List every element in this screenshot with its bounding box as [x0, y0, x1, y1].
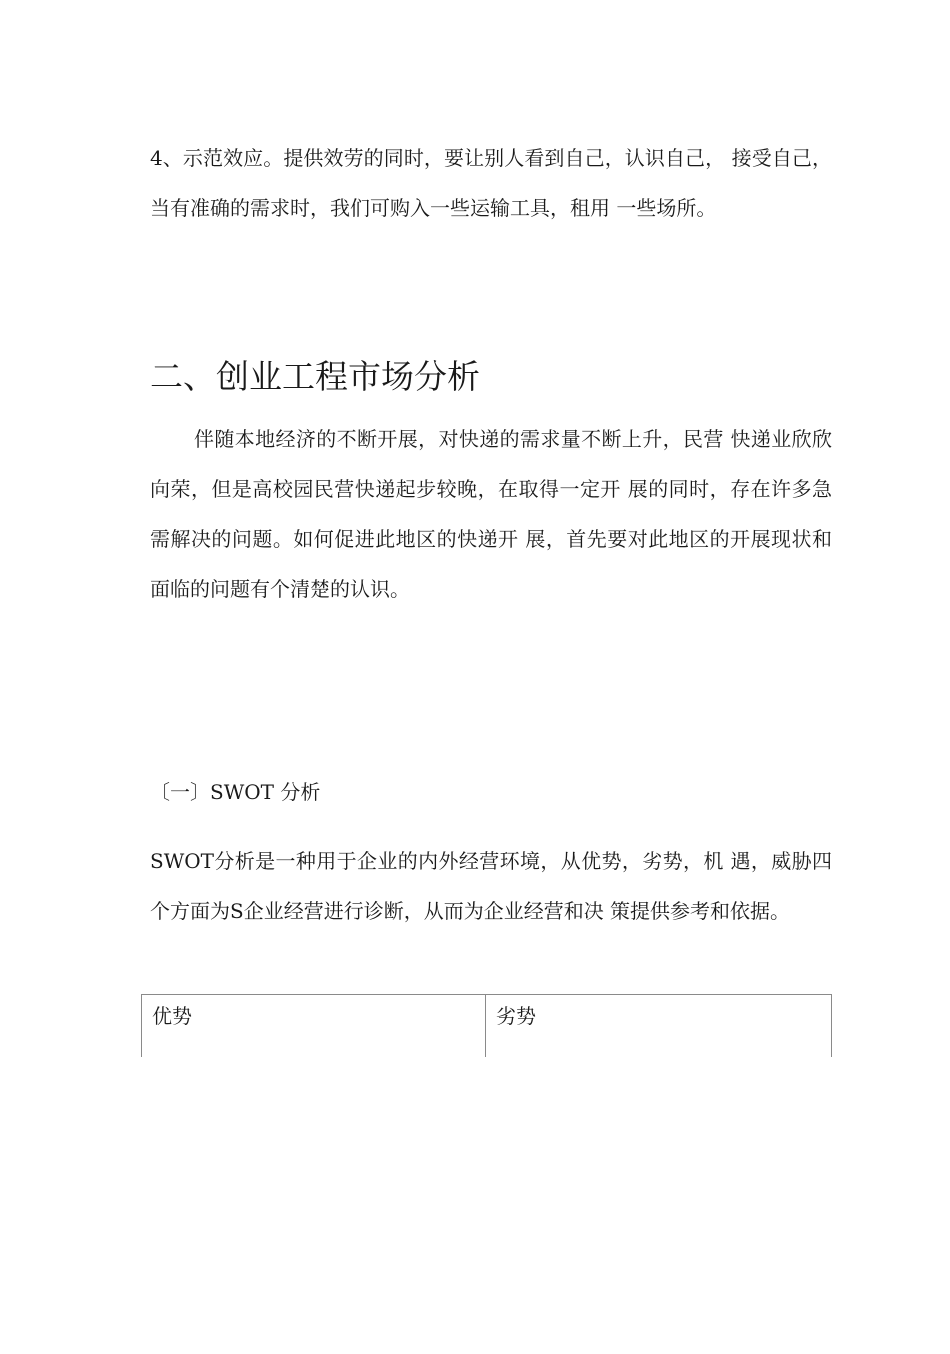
paragraph-demonstration-effect: 4、示范效应。提供效劳的同时，要让别人看到自己，认识自己， 接受自己，当有准确的需求时，我们可购入一些运输工具，租用 一些场所。	[150, 146, 832, 220]
subheading-swot: 〔一〕SWOT 分析	[150, 780, 321, 804]
section-heading-market-analysis: 二、创业工程市场分析	[150, 357, 480, 396]
table-row	[142, 995, 832, 1057]
swot-table	[141, 994, 832, 1057]
paragraph-market-intro: 伴随本地经济的不断开展，对快递的需求量不断上升，民营 快递业欣欣向荣，但是高校园民营快递起步较晚，在取得一定开 展的同时，存在许多急需解决的问题。如何促进此地区的快递开 展，首先要对此地区的开展现状和面临的问题有个清楚的认识。	[150, 427, 832, 601]
table-cell-strengths: 优势	[142, 995, 486, 1057]
paragraph-swot-description: SWOT分析是一种用于企业的内外经营环境，从优势，劣势，机 遇，威胁四个方面为S企业经营进行诊断，从而为企业经营和决 策提供参考和依据。	[150, 849, 832, 923]
table-cell-weaknesses: 劣势	[486, 995, 832, 1057]
